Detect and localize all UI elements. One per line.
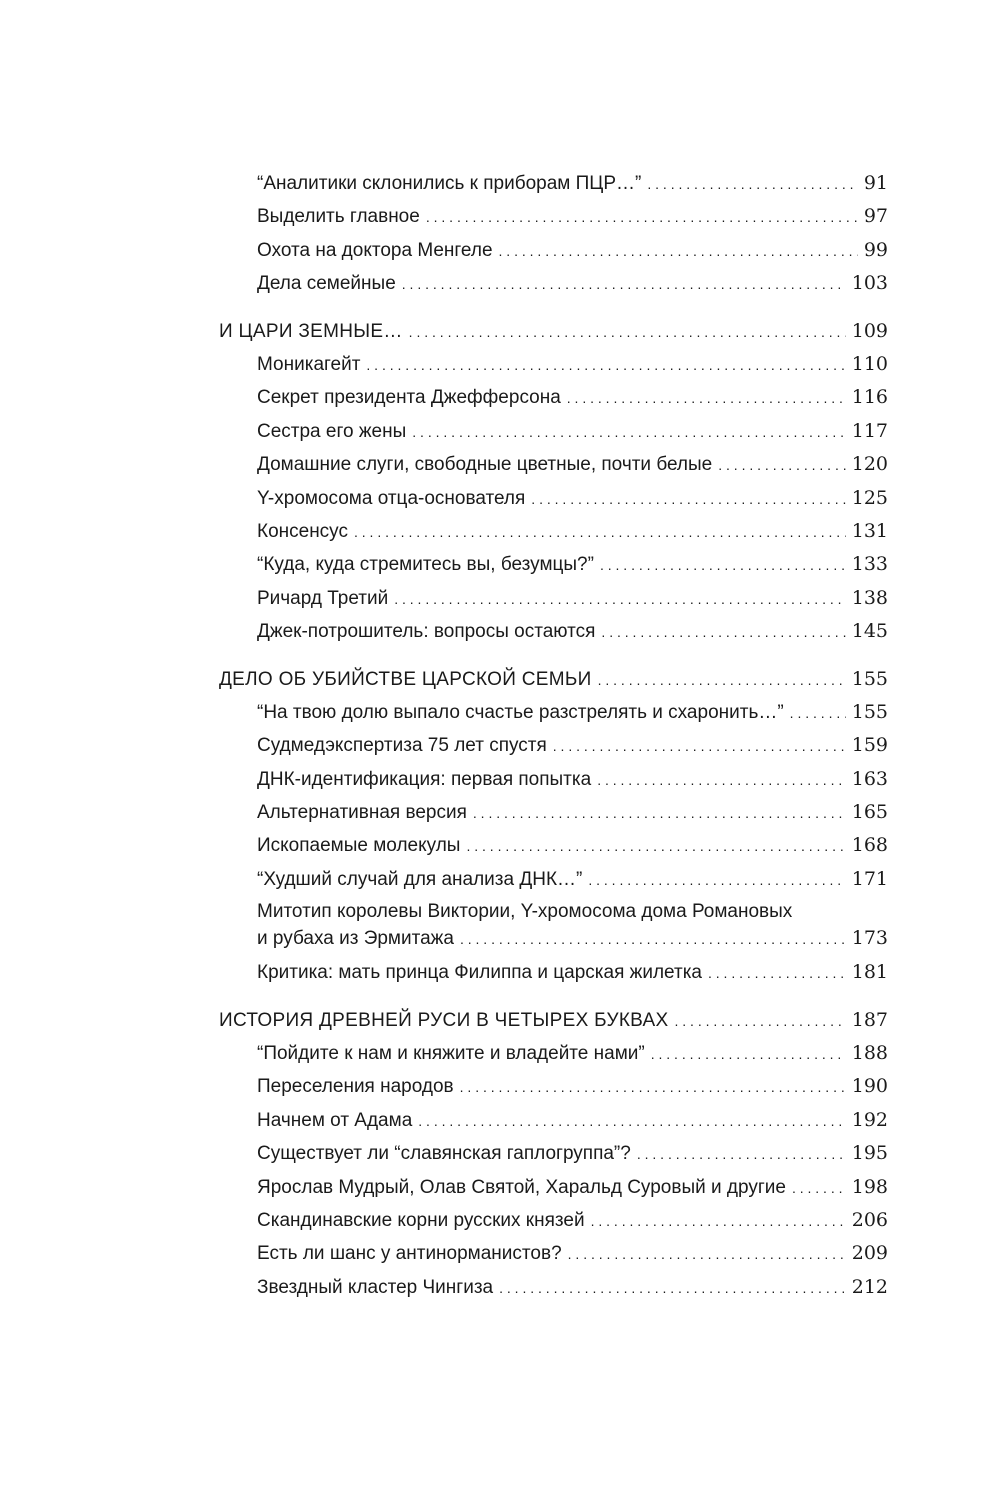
- toc-entry-page: 159: [851, 734, 888, 756]
- toc-entry-page: 133: [851, 553, 888, 575]
- toc-chapter[interactable]: [219, 1007, 888, 1034]
- toc-entry-page: 163: [851, 768, 888, 790]
- toc-entry-page: 181: [851, 961, 888, 983]
- toc-entry-page: 188: [851, 1042, 888, 1064]
- toc-entry[interactable]: [257, 384, 888, 411]
- toc-entry-page: 206: [851, 1209, 888, 1231]
- toc-entry-title-line1: Митотип королевы Виктории, Y-хромосома дома Романовых: [257, 901, 793, 922]
- dot-leader: [790, 700, 846, 726]
- toc-entry-title: “Пойдите к нам и княжите и владейте нами”: [257, 1043, 645, 1064]
- toc-entry-title: Моникагейт: [257, 354, 361, 375]
- toc-entry-title: Судмедэкспертиза 75 лет спустя: [257, 735, 547, 756]
- toc-entry-page: 99: [863, 239, 888, 261]
- toc-entry-page: 168: [851, 834, 888, 856]
- toc-chapter-title: ДЕЛО ОБ УБИЙСТВЕ ЦАРСКОЙ СЕМЬИ: [219, 669, 592, 690]
- toc-entry[interactable]: [257, 170, 888, 197]
- toc-entry-page: 103: [851, 272, 888, 294]
- toc-entry-title: “На твою долю выпало счастье разстрелять и схаронить…”: [257, 702, 784, 723]
- toc-entry-page: 117: [851, 420, 888, 442]
- toc-entry-page: 91: [863, 172, 888, 194]
- dot-leader: [708, 960, 846, 986]
- toc-entry[interactable]: [257, 618, 888, 645]
- dot-leader: [674, 1008, 845, 1034]
- toc-entry-page: 138: [851, 587, 888, 609]
- toc-entry-title: Консенсус: [257, 521, 348, 542]
- toc-entry-title: Охота на доктора Менгеле: [257, 240, 493, 261]
- dot-leader: [354, 519, 846, 545]
- toc-entry-page: 209: [851, 1242, 888, 1264]
- dot-leader: [460, 926, 846, 952]
- toc-entry[interactable]: [257, 351, 888, 378]
- dot-leader: [499, 238, 858, 264]
- toc-entry-title: Ископаемые молекулы: [257, 835, 461, 856]
- toc-entry-title: Альтернативная версия: [257, 802, 467, 823]
- toc-entry-page: 125: [851, 487, 888, 509]
- toc-entry[interactable]: [257, 585, 888, 612]
- toc-entry[interactable]: [257, 1140, 888, 1167]
- toc-entry-page: 198: [851, 1176, 888, 1198]
- toc-chapter[interactable]: [219, 318, 888, 345]
- toc-entry[interactable]: [257, 866, 888, 893]
- toc-entry-page: 145: [851, 620, 888, 642]
- toc-entry-page: 173: [851, 927, 888, 949]
- toc-entry[interactable]: [257, 1107, 888, 1134]
- toc-entry[interactable]: [257, 1040, 888, 1067]
- dot-leader: [598, 667, 846, 693]
- dot-leader: [418, 1108, 845, 1134]
- toc-chapter[interactable]: [219, 666, 888, 693]
- toc-entry-page: 171: [851, 868, 888, 890]
- toc-entry[interactable]: [257, 732, 888, 759]
- toc-entry-page: 165: [851, 801, 888, 823]
- toc-entry-title: Y-хромосома отца-основателя: [257, 488, 526, 509]
- dot-leader: [718, 452, 845, 478]
- toc-chapter-page: 155: [851, 668, 888, 690]
- toc-entry[interactable]: [257, 270, 888, 297]
- toc-entry-title: “Куда, куда стремитесь вы, безумцы?”: [257, 554, 594, 575]
- toc-entry-title: Есть ли шанс у антинорманистов?: [257, 1243, 562, 1264]
- toc-entry[interactable]: [257, 518, 888, 545]
- toc-entry-title: Скандинавские корни русских князей: [257, 1210, 585, 1231]
- toc-entry-title: Выделить главное: [257, 206, 420, 227]
- dot-leader: [637, 1141, 846, 1167]
- dot-leader: [460, 1074, 846, 1100]
- toc-entry-title: ДНК-идентификация: первая попытка: [257, 769, 592, 790]
- toc-entry[interactable]: [257, 1274, 888, 1301]
- toc-entry-title-line2: и рубаха из Эрмитажа: [257, 928, 454, 949]
- dot-leader: [792, 1175, 846, 1201]
- toc-chapter-page: 187: [851, 1009, 888, 1031]
- dot-leader: [567, 385, 846, 411]
- toc-chapter-title: И ЦАРИ ЗЕМНЫЕ…: [219, 321, 403, 342]
- dot-leader: [426, 204, 858, 230]
- dot-leader: [600, 552, 846, 578]
- toc-entry-title: Домашние слуги, свободные цветные, почти белые: [257, 454, 713, 475]
- toc-entry[interactable]: [257, 799, 888, 826]
- toc-entry-page: 131: [851, 520, 888, 542]
- toc-entry[interactable]: [257, 451, 888, 478]
- dot-leader: [366, 352, 845, 378]
- toc-entry[interactable]: [257, 832, 888, 859]
- dot-leader: [409, 319, 846, 345]
- toc-entry[interactable]: [257, 1207, 888, 1234]
- toc-entry[interactable]: [257, 485, 888, 512]
- dot-leader: [466, 833, 845, 859]
- toc-entry-two-line[interactable]: [257, 899, 888, 952]
- toc-entry-title: Дела семейные: [257, 273, 396, 294]
- dot-leader: [651, 1041, 846, 1067]
- dot-leader: [473, 800, 846, 826]
- toc-entry-page: 190: [851, 1075, 888, 1097]
- toc-entry-page: 155: [851, 701, 888, 723]
- toc-entry[interactable]: [257, 1174, 888, 1201]
- toc-entry-title: Критика: мать принца Филиппа и царская жилетка: [257, 962, 702, 983]
- dot-leader: [591, 1208, 846, 1234]
- toc-entry-title: Секрет президента Джефферсона: [257, 387, 561, 408]
- toc-entry-title: Джек-потрошитель: вопросы остаются: [257, 621, 596, 642]
- dot-leader: [412, 419, 845, 445]
- toc-entry-title: Существует ли “славянская гаплогруппа”?: [257, 1143, 631, 1164]
- toc-entry[interactable]: [257, 699, 888, 726]
- dot-leader: [568, 1241, 846, 1267]
- toc-entry-page: 110: [851, 353, 888, 375]
- toc-entry-title: Звездный кластер Чингиза: [257, 1277, 494, 1298]
- dot-leader: [499, 1275, 846, 1301]
- toc-chapter-page: 109: [851, 320, 888, 342]
- dot-leader: [597, 767, 846, 793]
- dot-leader: [647, 171, 857, 197]
- toc-entry-page: 116: [851, 386, 888, 408]
- dot-leader: [553, 733, 846, 759]
- toc-entry-title: “Аналитики склонились к приборам ПЦР…”: [257, 173, 642, 194]
- toc-entry[interactable]: [257, 237, 888, 264]
- toc-entry[interactable]: [257, 959, 888, 986]
- dot-leader: [601, 619, 845, 645]
- toc-entry-page: 192: [851, 1109, 888, 1131]
- toc-entry[interactable]: [257, 766, 888, 793]
- dot-leader: [402, 271, 846, 297]
- toc-chapter-title: ИСТОРИЯ ДРЕВНЕЙ РУСИ В ЧЕТЫРЕХ БУКВАХ: [219, 1010, 669, 1031]
- toc-entry-page: 120: [851, 453, 888, 475]
- toc-entry-title: Ричард Третий: [257, 588, 389, 609]
- dot-leader: [394, 586, 846, 612]
- toc-entry-page: 97: [863, 205, 888, 227]
- toc-entry[interactable]: [257, 203, 888, 230]
- toc-entry-title: Переселения народов: [257, 1076, 454, 1097]
- toc-entry-page: 195: [851, 1142, 888, 1164]
- toc-entry-page: 212: [851, 1276, 888, 1298]
- toc-entry[interactable]: [257, 551, 888, 578]
- toc-entry-title: “Худший случай для анализа ДНК…”: [257, 869, 583, 890]
- toc-entry-title: Ярослав Мудрый, Олав Святой, Харальд Суровый и другие: [257, 1177, 786, 1198]
- dot-leader: [531, 486, 845, 512]
- dot-leader: [588, 867, 845, 893]
- toc-entry[interactable]: [257, 1240, 888, 1267]
- toc-entry-title: Начнем от Адама: [257, 1110, 413, 1131]
- toc-entry-title: Сестра его жены: [257, 421, 407, 442]
- toc-entry[interactable]: [257, 1073, 888, 1100]
- toc-entry[interactable]: [257, 418, 888, 445]
